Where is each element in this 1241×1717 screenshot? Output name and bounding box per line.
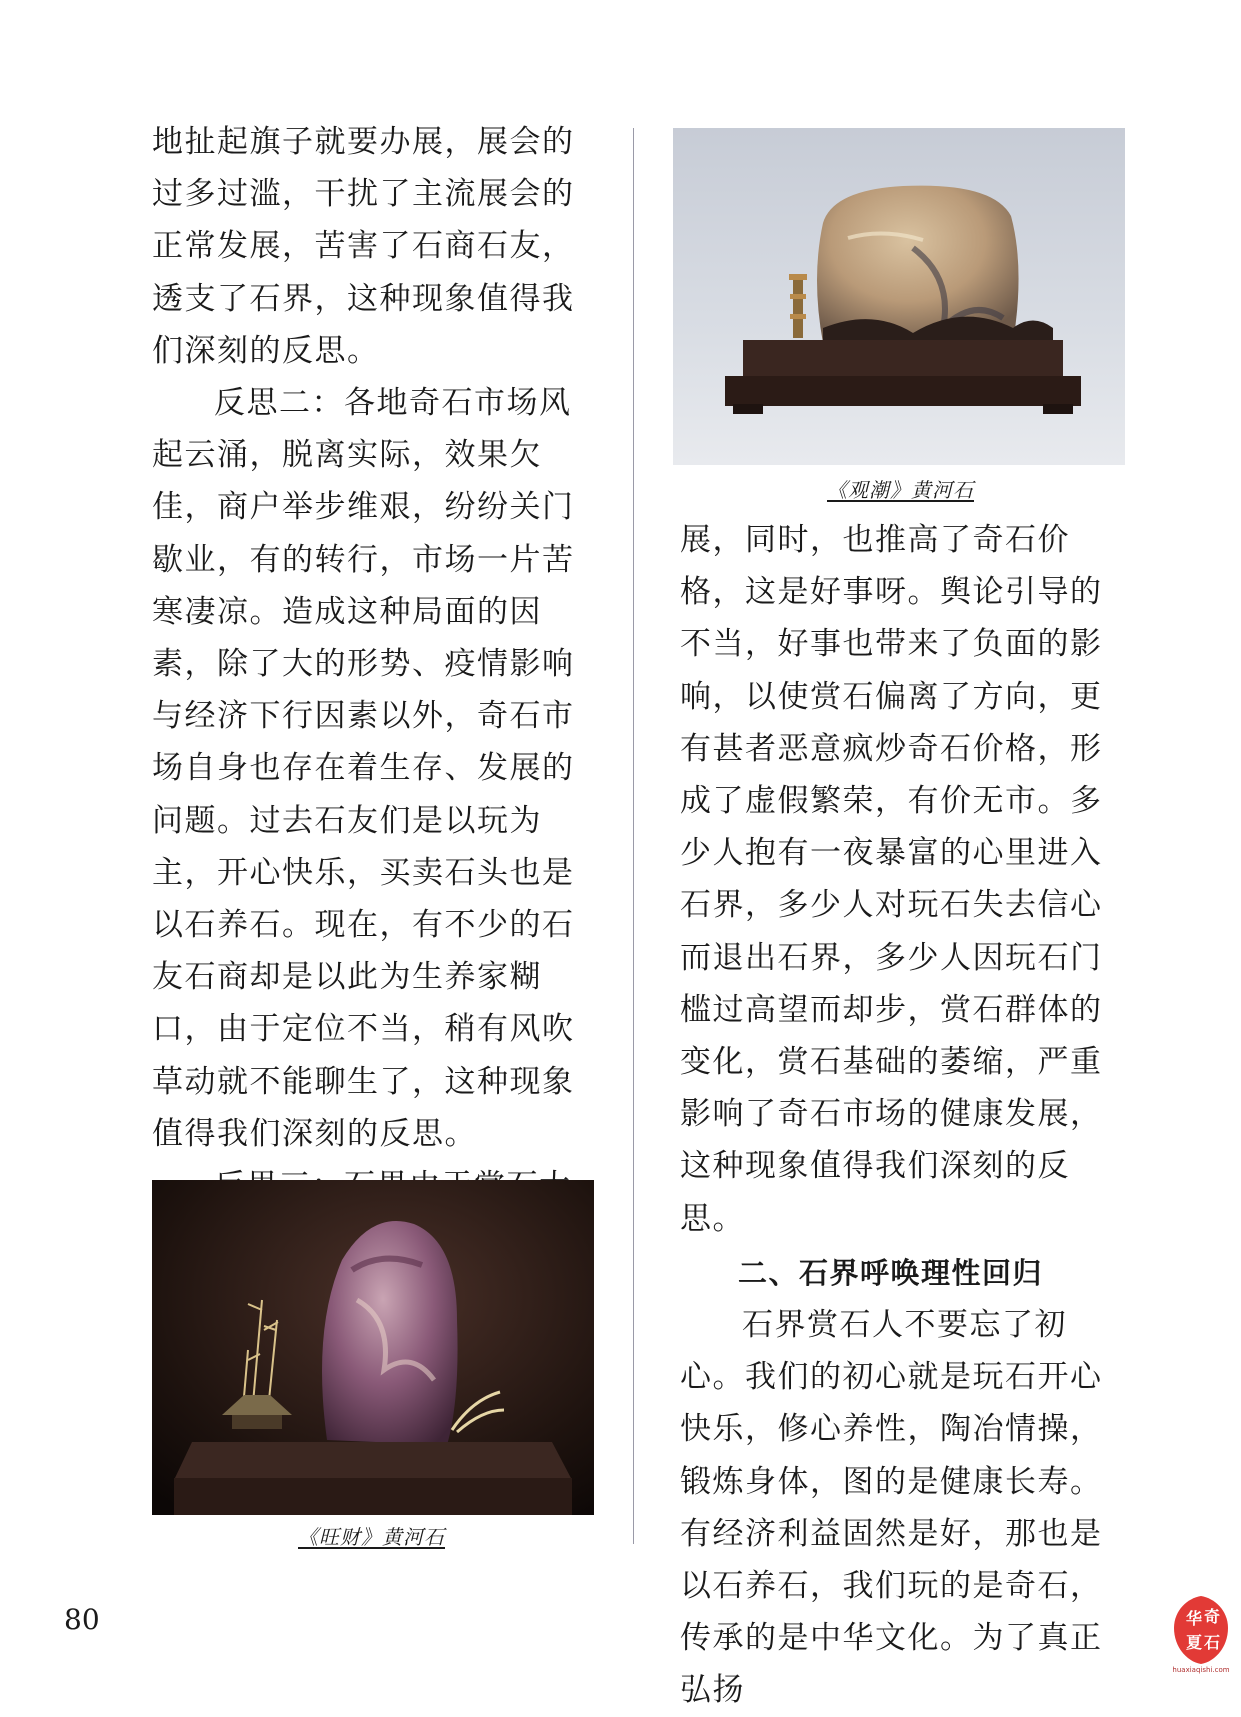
svg-text:huaxiaqishi.com: huaxiaqishi.com: [1172, 1666, 1230, 1674]
svg-text:石: 石: [1204, 1633, 1221, 1652]
svg-text:华: 华: [1186, 1609, 1203, 1628]
huaxia-qishi-logo: [1168, 1592, 1234, 1676]
paragraph: 展，同时，也推高了奇石价格，这是好事呀。舆论引导的不当，好事也带来了负面的影响，以使赏石偏离了方向，更有甚者恶意疯炒奇石价格，形成了虚假繁荣，有价无市。多少人抱有一夜暴富的心里进入石界，多少人对玩石失去信心而退出石界，多少人因玩石门槛过高望而却步，赏石群体的变化，赏石基础的萎缩，严重影响了奇石市场的健康发展，这种现象值得我们深刻的反思。: [680, 522, 1103, 1237]
photo-caption: 《观潮》黄河石: [827, 478, 974, 502]
right-text-column: [680, 514, 1128, 1717]
stone-photo-guanchao: [673, 128, 1125, 465]
section-heading: 二、石界呼唤理性回归: [738, 1255, 1044, 1290]
column-divider: [633, 128, 634, 1544]
svg-text:夏: 夏: [1186, 1633, 1203, 1652]
paragraph: 石界赏石人不要忘了初心。我们的初心就是玩石开心快乐，修心养性，陶冶情操，锻炼身体，图的是健康长寿。有经济利益固然是好，那也是以石养石，我们玩的是奇石，传承的是中华文化。为了真正弘扬: [680, 1307, 1103, 1709]
page-number: 80: [64, 1603, 100, 1636]
photo-caption: 《旺财》黄河石: [298, 1525, 445, 1549]
paragraph: 地扯起旗子就要办展，展会的过多过滥，干扰了主流展会的正常发展，苦害了石商石友，透支了石界，这种现象值得我们深刻的反思。: [152, 124, 575, 369]
stone-photo-wangcai: [152, 1180, 594, 1515]
svg-text:奇: 奇: [1204, 1607, 1221, 1626]
paragraph: 反思二：各地奇石市场风起云涌，脱离实际，效果欠佳，商户举步维艰，纷纷关门歇业，有的转行，市场一片苦寒凄凉。造成这种局面的因素，除了大的形势、疫情影响与经济下行因素以外，奇石市场自身也存在着生存、发展的问题。过去石友们是以玩为主，开心快乐，买卖石头也是以石养石。现在，有不少的石友石商却是以此为生养家糊口，由于定位不当，稍有风吹草动就不能聊生了，这种现象值得我们深刻的反思。: [152, 385, 575, 1152]
